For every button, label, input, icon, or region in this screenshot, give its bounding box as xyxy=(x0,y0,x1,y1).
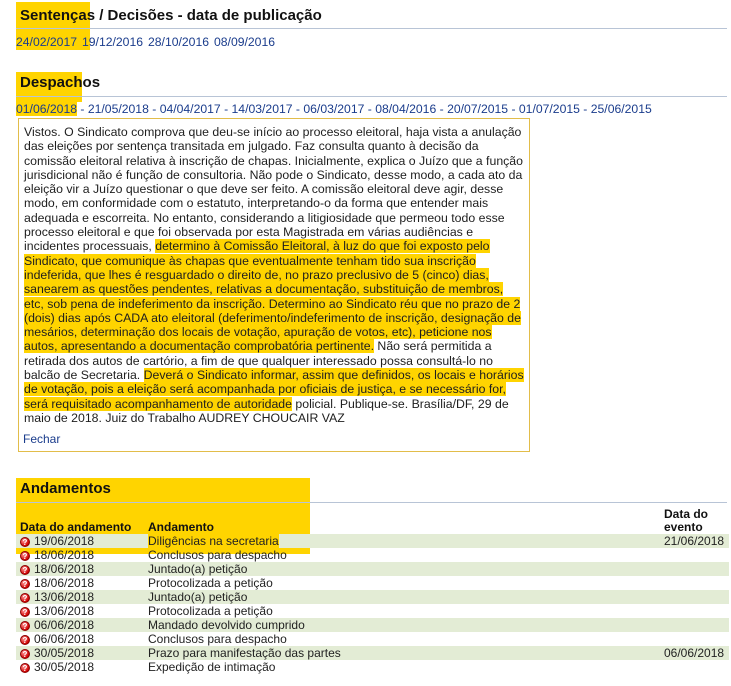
cell-date xyxy=(16,604,144,618)
cell-andamento xyxy=(144,646,660,660)
date-text: 18/06/2018 xyxy=(34,548,95,562)
table-row xyxy=(16,632,729,646)
date-separator: - xyxy=(436,102,448,116)
date-link[interactable]: 28/10/2016 xyxy=(148,35,209,49)
andamento-text: Conclusos para despacho xyxy=(148,548,287,562)
column-header-event-date: Data do evento xyxy=(664,507,709,534)
sentencas-title: Sentenças / Decisões - data de publicação xyxy=(20,7,322,24)
date-link[interactable]: 20/07/2015 xyxy=(447,102,509,116)
date-text: 18/06/2018 xyxy=(34,576,95,590)
table-row xyxy=(16,618,729,632)
question-icon[interactable]: ? xyxy=(20,593,30,603)
cell-event-date xyxy=(660,660,729,674)
date-text: 13/06/2018 xyxy=(34,590,95,604)
date-separator: - xyxy=(508,102,519,116)
cell-date xyxy=(16,646,144,660)
column-header-andamento: Andamento xyxy=(148,520,214,534)
cell-andamento xyxy=(144,604,660,618)
question-icon[interactable]: ? xyxy=(20,649,30,659)
cell-event-date xyxy=(660,576,729,590)
cell-event-date xyxy=(660,590,729,604)
cell-event-date: 06/06/2018 xyxy=(660,646,729,660)
cell-andamento xyxy=(144,548,660,562)
andamento-text: Juntado(a) petição xyxy=(148,590,248,604)
despacho-text: Vistos. O Sindicato comprova que deu-se início ao processo eleitoral, haja vista a anulação das eleições por sentença transitada em julgado. Faz consulta quanto à decisão da comissão eleitoral relativa à inscrição de chapas. Inicialmente, explica o Juízo que a função jurisdicional não é função de consultoria. Não pode o Sindicato, desse modo, a cada ato da eleição vir a Juízo questionar o que deve ser feito. A comissão eleitoral deve agir, desse modo, em conformidade com o estatuto, interpretando-o da forma que entender mais adequada e escorreita. No entanto, considerando a litigiosidade que permeou todo esse processo eleitoral e que foi observada por esta Magistrada em várias audiências e incidentes processuais, xyxy=(24,125,523,254)
cell-andamento xyxy=(144,618,660,632)
date-text: 30/05/2018 xyxy=(34,646,95,660)
date-separator: - xyxy=(579,102,591,116)
date-separator: - xyxy=(148,102,160,116)
table-row xyxy=(16,660,729,674)
cell-andamento xyxy=(144,562,660,576)
cell-date xyxy=(16,632,144,646)
date-separator: - xyxy=(292,102,304,116)
andamento-text: Protocolizada a petição xyxy=(148,604,273,618)
question-icon[interactable]: ? xyxy=(20,663,30,673)
close-link[interactable]: Fechar xyxy=(23,432,61,446)
column-header-date: Data do andamento xyxy=(20,520,132,534)
date-text: 13/06/2018 xyxy=(34,604,95,618)
date-separator: - xyxy=(77,102,88,116)
andamento-text: Prazo para manifestação das partes xyxy=(148,646,341,660)
andamentos-title: Andamentos xyxy=(20,480,111,497)
table-row xyxy=(16,646,729,660)
date-link[interactable]: 19/12/2016 xyxy=(82,35,143,49)
sentencas-date-list xyxy=(16,35,275,49)
date-link[interactable]: 21/05/2018 xyxy=(87,102,149,116)
andamento-text: Protocolizada a petição xyxy=(148,576,273,590)
andamentos-table xyxy=(16,506,729,674)
andamento-text: Mandado devolvido cumprido xyxy=(148,618,305,632)
cell-andamento xyxy=(144,660,660,674)
despacho-text-highlight: Deverá o Sindicato informar, assim que definidos, os locais e horários de votação, pois a eleição será acompanhada por oficiais de justiça, e se necessário for, será requisitado acompanhamento de autoridade xyxy=(24,368,524,411)
question-icon[interactable]: ? xyxy=(20,579,30,589)
cell-andamento xyxy=(144,576,660,590)
date-link[interactable]: 01/07/2015 xyxy=(518,102,580,116)
date-separator: - xyxy=(220,102,232,116)
date-text: 18/06/2018 xyxy=(34,562,95,576)
table-row xyxy=(16,576,729,590)
cell-event-date: 21/06/2018 xyxy=(660,534,729,548)
date-link[interactable]: 24/02/2017 xyxy=(16,35,77,49)
despacho-text-box xyxy=(18,118,530,452)
question-icon[interactable]: ? xyxy=(20,551,30,561)
cell-event-date xyxy=(660,632,729,646)
cell-andamento xyxy=(144,534,660,548)
question-icon[interactable]: ? xyxy=(20,607,30,617)
despachos-title: Despachos xyxy=(20,74,101,91)
divider xyxy=(16,28,727,29)
date-link[interactable]: 04/04/2017 xyxy=(159,102,221,116)
despacho-text: Não será permitida a retirada dos autos de cartório, a fim de que qualquer interessado possa consultá-lo no balcão de Secretaria. xyxy=(24,339,493,383)
cell-andamento xyxy=(144,590,660,604)
andamento-text: Diligências na secretaria xyxy=(148,534,279,548)
question-icon[interactable]: ? xyxy=(20,621,30,631)
table-row xyxy=(16,548,729,562)
date-separator: - xyxy=(364,102,376,116)
table-row xyxy=(16,562,729,576)
table-row xyxy=(16,590,729,604)
cell-event-date xyxy=(660,562,729,576)
question-icon[interactable]: ? xyxy=(20,635,30,645)
divider xyxy=(16,502,727,503)
date-text: 06/06/2018 xyxy=(34,618,95,632)
date-text: 19/06/2018 xyxy=(34,534,95,548)
date-link[interactable]: 01/06/2018 xyxy=(16,102,77,116)
date-link[interactable]: 08/04/2016 xyxy=(375,102,437,116)
cell-date xyxy=(16,618,144,632)
despacho-text: policial. Publique-se. Brasília/DF, 29 de maio de 2018. Juiz do Trabalho AUDREY CHOUCAIR VAZ xyxy=(24,396,509,425)
despachos-date-list xyxy=(16,102,652,116)
date-text: 06/06/2018 xyxy=(34,632,95,646)
despacho-text-highlight: determino à Comissão Eleitoral, à luz do que foi exposto pelo Sindicato, que comunique às chapas que eventualmente tenham tido sua inscrição indeferida, que lhes é resguardado o direito de, no prazo preclusivo de 5 (cinco) dias, sanearem as questões pendentes, relativas a documentação, substituição de membros, etc, sob pena de indeferimento da inscrição. Determino ao Sindicato réu que no prazo de 2 (dois) dias após CADA ato eleitoral (deferimento/indeferimento de inscrição, designação de mesários, determinação dos locais de votação, apuração de votos, etc), peticione nos autos, apresentando a documentação comprobatória pertinente. xyxy=(24,239,521,354)
divider xyxy=(16,96,727,97)
date-link[interactable]: 25/06/2015 xyxy=(590,102,652,116)
cell-date xyxy=(16,660,144,674)
cell-date xyxy=(16,590,144,604)
date-text: 30/05/2018 xyxy=(34,660,95,674)
question-icon[interactable]: ? xyxy=(20,537,30,547)
date-link[interactable]: 14/03/2017 xyxy=(231,102,293,116)
table-row xyxy=(16,534,729,548)
cell-event-date xyxy=(660,618,729,632)
date-link[interactable]: 08/09/2016 xyxy=(214,35,275,49)
date-link[interactable]: 06/03/2017 xyxy=(303,102,365,116)
andamento-text: Conclusos para despacho xyxy=(148,632,287,646)
table-row xyxy=(16,604,729,618)
cell-andamento xyxy=(144,632,660,646)
cell-date xyxy=(16,534,144,548)
question-icon[interactable]: ? xyxy=(20,565,30,575)
andamento-text: Expedição de intimação xyxy=(148,660,276,674)
cell-date xyxy=(16,576,144,590)
cell-date xyxy=(16,548,144,562)
andamento-text: Juntado(a) petição xyxy=(148,562,248,576)
cell-date xyxy=(16,562,144,576)
cell-event-date xyxy=(660,548,729,562)
cell-event-date xyxy=(660,604,729,618)
